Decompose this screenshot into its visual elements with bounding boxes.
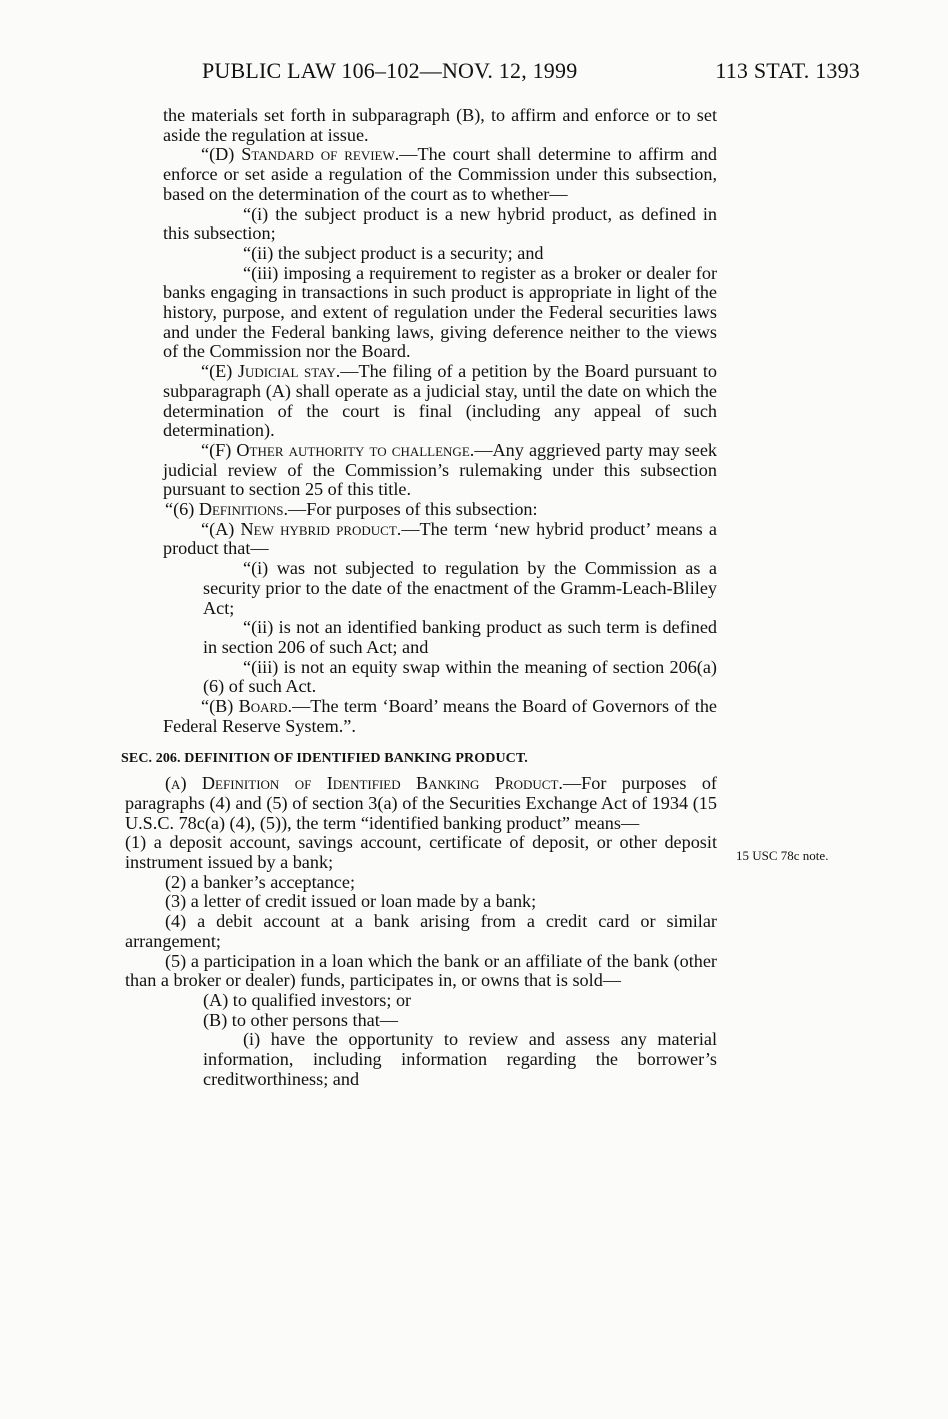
clause-i: “(i) the subject product is a new hybrid product, as defined in this subsection; <box>163 203 717 244</box>
paragraph-other-authority <box>163 441 717 500</box>
paragraph-body: —The filing of a petition by the Board pursuant to subparagraph (A) shall operate as a judicial stay, until the date on which the determination of the court is final (including any appeal of such determination). <box>163 361 717 441</box>
paragraph-standard-of-review <box>163 145 717 204</box>
section-heading: SEC. 206. DEFINITION OF IDENTIFIED BANKING PRODUCT. <box>121 750 528 766</box>
list-item-5: (5) a participation in a loan which the bank or an affiliate of the bank (other than a broker or dealer) funds, participates in, or owns that is sold— <box>125 950 717 991</box>
paragraph-body: —For purposes of paragraphs (4) and (5) of section 3(a) of the Securities Exchange Act of 1934 (15 U.S.C. 78c(a) (4), (5)), the term “identified banking product” means— <box>125 773 717 833</box>
paragraph-new-hybrid-product <box>163 520 717 559</box>
body-text <box>121 105 717 1089</box>
paragraph-board <box>163 697 717 736</box>
list-subitem-a: (A) to qualified investors; or <box>203 989 412 1010</box>
paragraph-heading: “(B) Board. <box>201 696 293 717</box>
list-item-1 <box>125 833 717 872</box>
paragraph-heading: “(E) Judicial stay. <box>201 361 341 382</box>
clause-iii: “(iii) imposing a requirement to register as a broker or dealer for banks engaging in transactions in such product is appropriate in light of the history, purpose, and extent of regulation under the Federal securities laws and under the Federal banking laws, giving deference neither to the views of the Commission nor the Board. <box>163 262 717 362</box>
header-public-law: PUBLIC LAW 106–102—NOV. 12, 1999 <box>202 58 578 83</box>
running-header <box>164 58 860 88</box>
paragraph-heading: “(D) Standard of review. <box>201 144 400 165</box>
list-item-3: (3) a letter of credit issued or loan made by a bank; <box>165 891 537 912</box>
clause-ii: “(ii) is not an identified banking product as such term is defined in section 206 of such Act; and <box>203 617 717 657</box>
paragraph-judicial-stay <box>163 362 717 441</box>
paragraph-body: —The court shall determine to affirm and enforce or set aside a regulation of the Commission under this subsection, based on the determination of the court as to whether— <box>163 144 717 204</box>
list-item-2: (2) a banker’s acceptance; <box>165 871 356 892</box>
margin-note: 15 USC 78c note. <box>736 848 829 863</box>
list-item-4: (4) a debit account at a bank arising from a credit card or similar arrangement; <box>125 911 717 951</box>
list-subitem-i: (i) have the opportunity to review and assess any material information, including information regarding the borrower’s creditworthiness; and <box>203 1029 717 1089</box>
paragraph-heading: “(A) New hybrid product. <box>201 518 402 539</box>
header-stat-page: 113 STAT. 1393 <box>715 58 860 83</box>
paragraph-body: —The term ‘new hybrid product’ means a product that— <box>163 518 717 559</box>
clause-i: “(i) was not subjected to regulation by the Commission as a security prior to the date of the enactment of the Gramm-Leach-Bliley Act; <box>203 558 717 618</box>
paragraph-definition-a <box>125 774 717 833</box>
paragraph-body: —The term ‘Board’ means the Board of Governors of the Federal Reserve System.”. <box>163 696 717 736</box>
clause-iii: “(iii) is not an equity swap within the meaning of section 206(a)(6) of such Act. <box>203 656 717 697</box>
paragraph-heading: (a) Definition of Identified Banking Product. <box>165 773 563 794</box>
paragraph-heading: “(F) Other authority to challenge. <box>201 439 475 460</box>
paragraph-definitions <box>163 500 717 520</box>
list-subitem-b: (B) to other persons that— <box>203 1009 398 1030</box>
clause-ii: “(ii) the subject product is a security; and <box>243 242 544 263</box>
list-item-text: (1) a deposit account, savings account, certificate of deposit, or other deposit instrument issued by a bank; <box>125 832 717 873</box>
paragraph-heading: “(6) Definitions. <box>165 499 289 520</box>
paragraph: the materials set forth in subparagraph (B), to affirm and enforce or to set aside the regulation at issue. <box>163 105 717 145</box>
paragraph-body: —For purposes of this subsection: <box>288 499 538 520</box>
paragraph-body: —Any aggrieved party may seek judicial review of the Commission’s rulemaking under this subsection pursuant to section 25 of this title. <box>163 439 717 500</box>
